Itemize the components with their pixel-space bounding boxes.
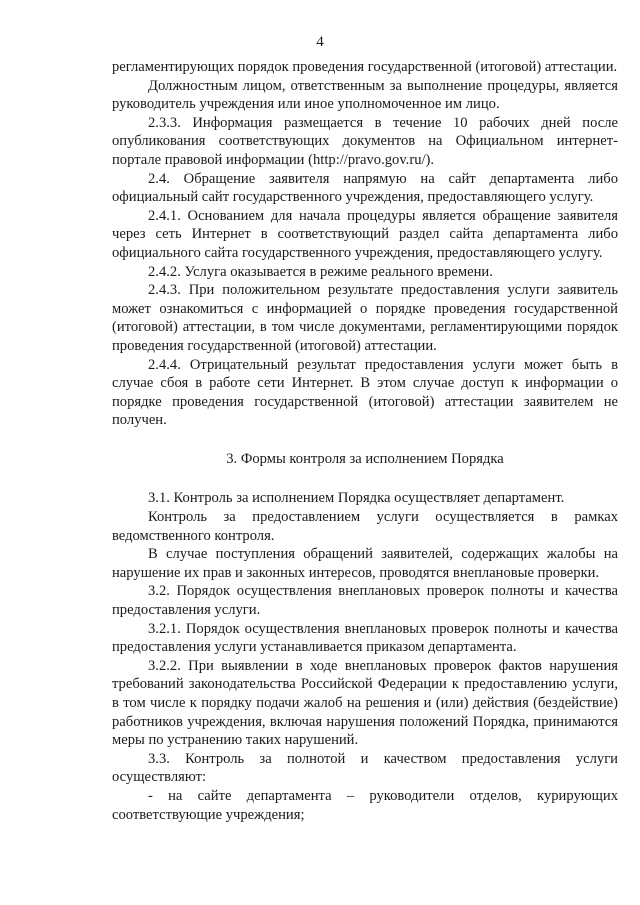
paragraph-3-2-2: 3.2.2. При выявлении в ходе внеплановых проверок фактов нарушения требований законодательства Российской Федерации к предоставлению услуги, в том числе к порядку подачи жалоб на решения и (или) действия (бездействие) работников учреждения, включая нарушения положений Порядка, принимаются меры по устранению таких нарушений. xyxy=(112,657,618,749)
paragraph-2-4-3: 2.4.3. При положительном результате предоставления услуги заявитель может ознакомиться с информацией о порядке проведения государственной (итоговой) аттестации, в том числе документами, регламентирующими порядок проведения государственной (итоговой) аттестации. xyxy=(112,282,618,354)
paragraph-department-site-control: - на сайте департамента – руководители отделов, курирующих соответствующие учреждения; xyxy=(112,787,618,823)
paragraph-3-2-1: 3.2.1. Порядок осуществления внеплановых проверок полноты и качества предоставления услуги устанавливается приказом департамента. xyxy=(112,620,618,656)
paragraph-attestation-continuation: регламентирующих порядок проведения государственной (итоговой) аттестации. xyxy=(112,59,618,75)
paragraph-2-4-1: 2.4.1. Основанием для начала процедуры является обращение заявителя через сеть Интернет в соответствующий раздел сайта департамента либо официального сайта государственного учреждения, предоставляющего услугу. xyxy=(112,207,618,261)
paragraph-3-1: 3.1. Контроль за исполнением Порядка осуществляет департамент. xyxy=(148,490,565,507)
paragraph-responsible-official: Должностным лицом, ответственным за выполнение процедуры, является руководитель учреждения или иное уполномоченное им лицо. xyxy=(112,77,618,113)
paragraph-complaints: В случае поступления обращений заявителей, содержащих жалобы на нарушение их прав и законных интересов, проводятся внеплановые проверки. xyxy=(112,546,618,581)
paragraph-3-3: 3.3. Контроль за полнотой и качеством предоставления услуги осуществляют: xyxy=(112,750,618,786)
paragraph-2-4-4: 2.4.4. Отрицательный результат предоставления услуги может быть в случае сбоя в работе сети Интернет. В этом случае доступ к информации о порядке проведения государственной (итоговой) аттестации заявителем не получен. xyxy=(112,356,618,429)
section-3-heading: 3. Формы контроля за исполнением Порядка xyxy=(226,450,504,467)
page-number: 4 xyxy=(316,34,324,50)
paragraph-departmental-control: Контроль за предоставлением услуги осуществляется в рамках ведомственного контроля. xyxy=(112,509,618,544)
paragraph-2-4-2: 2.4.2. Услуга оказывается в режиме реального времени. xyxy=(148,263,493,280)
document-body xyxy=(112,58,618,824)
paragraph-2-3-3: 2.3.3. Информация размещается в течение 10 рабочих дней после опубликования соответствующих документов на Официальном интернет-портале правовой информации (http://pravo.gov.ru/). xyxy=(112,114,618,168)
paragraph-3-2: 3.2. Порядок осуществления внеплановых проверок полноты и качества предоставления услуги. xyxy=(112,583,618,619)
paragraph-2-4: 2.4. Обращение заявителя напрямую на сайт департамента либо официальный сайт государственного учреждения, предоставляющего услугу. xyxy=(112,170,618,206)
